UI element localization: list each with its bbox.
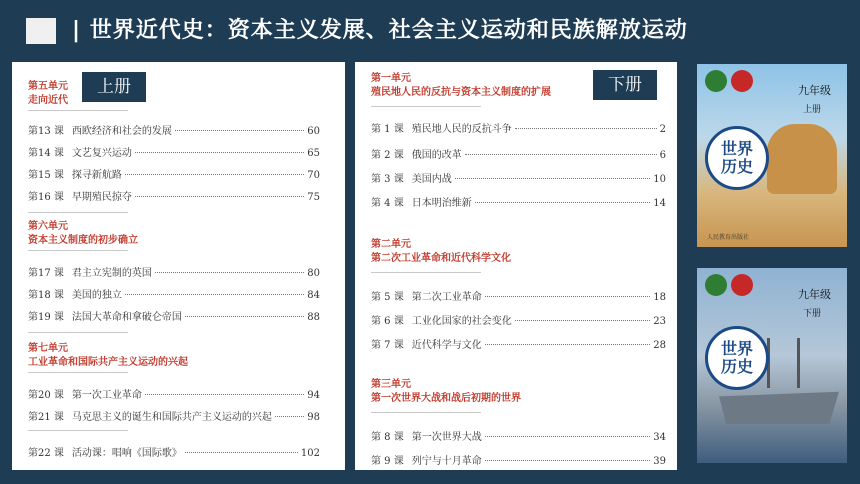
divider [28, 332, 128, 333]
ship-mast-icon [797, 338, 800, 388]
divider [371, 106, 481, 107]
lesson-row: 第 6 课 工业化国家的社会变化 23 [371, 316, 666, 327]
lesson-row: 第 1 课 殖民地人民的反抗斗争 2 [371, 124, 666, 135]
lesson-row: 第20 课 第一次工业革命 94 [28, 390, 320, 401]
cover-grade: 九年级 [798, 84, 831, 97]
divider [28, 430, 128, 431]
lesson-row: 第15 课 探寻新航路 70 [28, 170, 320, 181]
divider [28, 212, 128, 213]
divider [371, 272, 481, 273]
unit-heading: 第二单元 第二次工业革命和近代科学文化 [371, 239, 511, 264]
toc-page-volume-2 [355, 62, 677, 470]
lesson-row: 第21 课 马克思主义的诞生和国际共产主义运动的兴起 98 [28, 412, 320, 423]
divider [28, 250, 128, 251]
lesson-row: 第 4 课 日本明治维新 14 [371, 198, 666, 209]
lesson-row: 第19 课 法国大革命和拿破仑帝国 88 [28, 312, 320, 323]
divider [28, 372, 128, 373]
series-logo-icon [731, 70, 753, 92]
unit-heading: 第七单元 工业革命和国际共产主义运动的兴起 [28, 343, 188, 368]
cover-volume: 下册 [802, 309, 821, 319]
header-block-icon [26, 18, 56, 44]
lesson-row: 第 7 课 近代科学与文化 28 [371, 340, 666, 351]
publisher-logo-icon [705, 274, 727, 296]
lesson-row: 第18 课 美国的独立 84 [28, 290, 320, 301]
volume-tag: 上册 [82, 72, 146, 102]
unit-heading: 第一单元 殖民地人民的反抗与资本主义制度的扩展 [371, 73, 551, 98]
cover-title-badge: 世界 历史 [705, 326, 769, 390]
cover-title-badge: 世界 历史 [705, 126, 769, 190]
textbook-cover-volume-2 [697, 268, 847, 463]
toc-page-volume-1 [12, 62, 345, 470]
publisher-logo-icon [705, 70, 727, 92]
volume-tag: 下册 [593, 70, 657, 100]
unit-heading: 第五单元 走向近代 [28, 81, 68, 106]
cover-volume: 上册 [802, 105, 821, 115]
lesson-row: 第 3 课 美国内战 10 [371, 174, 666, 185]
page-title: | 世界近代史：资本主义发展、社会主义运动和民族解放运动 [72, 18, 688, 43]
textbook-cover-volume-1 [697, 64, 847, 247]
lesson-row: 第14 课 文艺复兴运动 65 [28, 148, 320, 159]
lesson-row: 第22 课 活动课：唱响《国际歌》 102 [28, 448, 320, 459]
lesson-row: 第17 课 君主立宪制的英国 80 [28, 268, 320, 279]
divider [28, 110, 128, 111]
unit-heading: 第六单元 资本主义制度的初步确立 [28, 221, 138, 246]
lesson-row: 第16 课 早期殖民掠夺 75 [28, 192, 320, 203]
cover-publisher: 人民教育出版社 [707, 234, 750, 241]
divider [371, 412, 481, 413]
lesson-row: 第 5 课 第二次工业革命 18 [371, 292, 666, 303]
series-logo-icon [731, 274, 753, 296]
unit-heading: 第三单元 第一次世界大战和战后初期的世界 [371, 379, 521, 404]
lesson-row: 第 9 课 列宁与十月革命 39 [371, 456, 666, 467]
lesson-row: 第 8 课 第一次世界大战 34 [371, 432, 666, 443]
cover-grade: 九年级 [798, 288, 831, 301]
lesson-row: 第 2 课 俄国的改革 6 [371, 150, 666, 161]
sphinx-illustration-icon [767, 124, 837, 194]
lesson-row: 第13 课 西欧经济和社会的发展 60 [28, 126, 320, 137]
header [0, 0, 860, 56]
